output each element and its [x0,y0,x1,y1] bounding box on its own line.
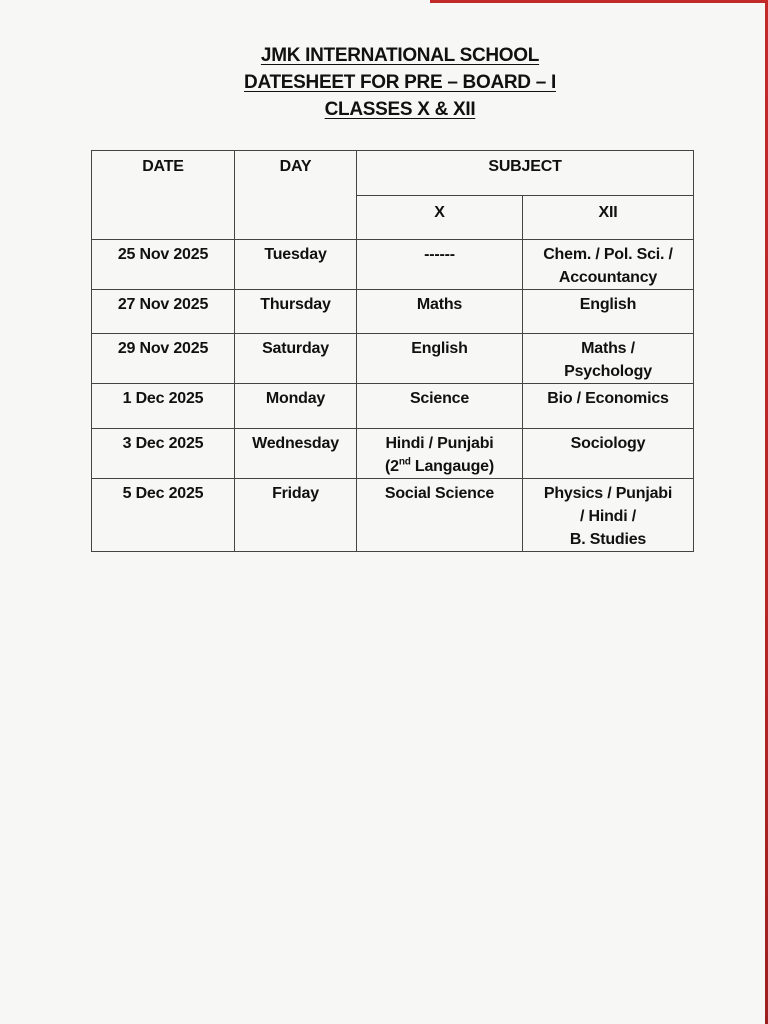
table-row [92,240,694,290]
subject-line [361,455,518,478]
class-xii-subject [523,429,694,479]
date-cell: 1 Dec 2025 [92,384,235,429]
datesheet-table [91,150,694,552]
document-heading [0,42,768,123]
subject-line: Chem. / Pol. Sci. / [543,246,673,263]
ordinal-suffix: nd [398,456,411,468]
day-cell: Thursday [235,290,357,334]
class-x-subject: Maths [357,290,523,334]
class-x-header: X [357,196,523,240]
header-row [92,151,694,196]
date-cell: 25 Nov 2025 [92,240,235,290]
class-xii-header: XII [523,196,694,240]
date-cell: 29 Nov 2025 [92,334,235,384]
subject-header: SUBJECT [357,151,694,196]
table-row [92,290,694,334]
subject-text: (2 [385,458,399,475]
classes-title: CLASSES X & XII [324,99,476,120]
class-xii-subject [523,384,694,429]
class-xii-subject [523,240,694,290]
class-x-subject: ------ [357,240,523,290]
subject-line: / Hindi / [580,508,636,525]
date-cell: 27 Nov 2025 [92,290,235,334]
day-cell: Wednesday [235,429,357,479]
table-row [92,479,694,552]
class-x-subject [357,429,523,479]
day-cell: Friday [235,479,357,552]
table-row [92,384,694,429]
table-row [92,429,694,479]
subject-line: Physics / Punjabi [543,485,673,502]
subject-line: Accountancy [558,269,658,286]
subject-line: Hindi / Punjabi [385,435,494,452]
subject-line: English [579,296,637,313]
subject-line: Maths / [581,340,635,357]
class-xii-subject [523,479,694,552]
subject-line: Psychology [564,363,652,380]
class-x-subject: Social Science [357,479,523,552]
day-cell: Saturday [235,334,357,384]
subject-line: B. Studies [569,531,647,548]
date-cell: 3 Dec 2025 [92,429,235,479]
day-cell: Monday [235,384,357,429]
class-xii-subject [523,290,694,334]
subject-text: Langauge) [410,458,494,475]
date-cell: 5 Dec 2025 [92,479,235,552]
class-x-subject: Science [357,384,523,429]
school-name: JMK INTERNATIONAL SCHOOL [260,45,540,66]
class-x-subject: English [357,334,523,384]
class-xii-subject [523,334,694,384]
day-header: DAY [235,151,357,240]
sheet-title: DATESHEET FOR PRE – BOARD – I [244,72,556,93]
table-row [92,334,694,384]
day-cell: Tuesday [235,240,357,290]
date-header: DATE [92,151,235,240]
paper-edge-top [430,0,768,3]
subject-line: Bio / Economics [547,390,669,407]
subject-line: Sociology [570,435,646,452]
